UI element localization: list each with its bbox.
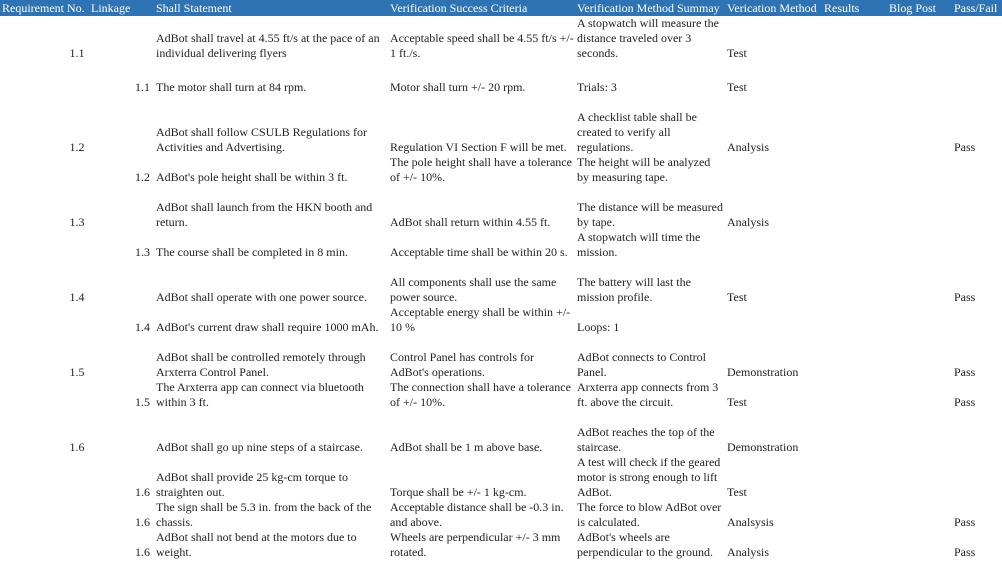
method-summary: A checklist table shall be created to verify all regulations. (577, 110, 697, 154)
method-summary: A test will check if the geared motor is strong enough to lift AdBot. (577, 455, 721, 499)
table-header (0, 0, 1002, 16)
header-shall-statement: Shall Statement (156, 1, 232, 15)
success-criteria: The pole height shall have a tolerance of +/- 10%. (390, 155, 572, 184)
verification-method: Test (727, 290, 747, 304)
method-summary: AdBot's wheels are perpendicular to the ground. (577, 530, 713, 559)
method-summary: The height will be analyzed by measuring tape. (577, 155, 711, 184)
shall-statement: AdBot shall provide 25 kg-cm torque to straighten out. (156, 470, 348, 499)
requirement-number: 1.1 (69, 46, 85, 60)
method-summary: AdBot connects to Control Panel. (577, 350, 706, 379)
method-summary: Trials: 3 (577, 80, 617, 94)
header-method-summary: Verification Method Summay (577, 1, 720, 15)
method-summary: The battery will last the mission profile. (577, 275, 691, 304)
requirement-number: 1.2 (69, 140, 85, 154)
linkage-number: 1.6 (135, 545, 150, 559)
verification-method: Test (727, 80, 747, 94)
requirement-number: 1.6 (69, 440, 85, 454)
success-criteria: Regulation VI Section F will be met. (390, 140, 567, 154)
success-criteria: Acceptable speed shall be 4.55 ft/s +/- 1 ft./s. (390, 31, 574, 60)
linkage-number: 1.1 (135, 80, 150, 94)
verification-method: Analysis (727, 140, 769, 154)
success-criteria: Acceptable distance shall be -0.3 in. and above. (390, 500, 564, 529)
header-verification-method: Verication Method (727, 1, 817, 15)
success-criteria: Torque shall be +/- 1 kg-cm. (390, 485, 527, 499)
verification-method: Test (727, 485, 747, 499)
success-criteria: AdBot shall return within 4.55 ft. (390, 215, 551, 229)
method-summary: The force to blow AdBot over is calculated. (577, 500, 722, 529)
verification-method: Test (727, 395, 747, 409)
linkage-number: 1.3 (135, 245, 150, 259)
requirement-number: 1.4 (69, 290, 85, 304)
method-summary: A stopwatch will time the mission. (577, 230, 701, 259)
header-requirement-no: Requirement No. (2, 1, 85, 15)
success-criteria: AdBot shall be 1 m above base. (390, 440, 543, 454)
shall-statement: AdBot shall not bend at the motors due to weight. (156, 530, 357, 559)
success-criteria: Wheels are perpendicular +/- 3 mm rotated. (390, 530, 561, 559)
shall-statement: The sign shall be 5.3 in. from the back of the chassis. (156, 500, 372, 529)
success-criteria: Acceptable time shall be within 20 s. (390, 245, 568, 259)
pass-fail-value: Pass (954, 395, 976, 409)
pass-fail-value: Pass (954, 545, 976, 559)
verification-method: Test (727, 46, 747, 60)
success-criteria: Motor shall turn +/- 20 rpm. (390, 80, 526, 94)
linkage-number: 1.6 (135, 485, 150, 499)
linkage-number: 1.5 (135, 395, 150, 409)
linkage-number: 1.4 (135, 320, 150, 334)
verification-method: Analysis (727, 545, 769, 559)
success-criteria: All components shall use the same power source. (390, 275, 557, 304)
method-summary: A stopwatch will measure the distance traveled over 3 seconds. (577, 16, 719, 60)
success-criteria: The connection shall have a tolerance of +/- 10%. (390, 380, 571, 409)
shall-statement: The Arxterra app can connect via bluetooth within 3 ft. (156, 380, 364, 409)
verification-method: Demonstration (727, 440, 799, 454)
pass-fail-value: Pass (954, 290, 976, 304)
shall-statement: AdBot shall operate with one power source. (156, 290, 367, 304)
linkage-number: 1.2 (135, 170, 150, 184)
verification-method: Analysis (727, 215, 769, 229)
success-criteria: Acceptable energy shall be within +/- 10 % (390, 305, 571, 334)
verification-method: Demonstration (727, 365, 799, 379)
header-linkage: Linkage (91, 1, 131, 15)
shall-statement: The course shall be completed in 8 min. (156, 245, 348, 259)
pass-fail-value: Pass (954, 515, 976, 529)
header-results: Results (824, 1, 860, 15)
linkage-number: 1.6 (135, 515, 150, 529)
shall-statement: The motor shall turn at 84 rpm. (156, 80, 307, 94)
method-summary: AdBot reaches the top of the staircase. (577, 425, 715, 454)
shall-statement: AdBot shall be controlled remotely through Arxterra Control Panel. (156, 350, 366, 379)
shall-statement: AdBot shall follow CSULB Regulations for Activities and Advertising. (156, 125, 367, 154)
shall-statement: AdBot shall launch from the HKN booth and return. (156, 200, 373, 229)
shall-statement: AdBot's current draw shall require 1000 mAh. (156, 320, 379, 334)
verification-method: Analsysis (727, 515, 774, 529)
pass-fail-value: Pass (954, 365, 976, 379)
pass-fail-value: Pass (954, 140, 976, 154)
shall-statement: AdBot's pole height shall be within 3 ft. (156, 170, 348, 184)
shall-statement: AdBot shall go up nine steps of a staircase. (156, 440, 363, 454)
requirement-number: 1.3 (69, 215, 85, 229)
header-blog-post: Blog Post (889, 1, 937, 15)
method-summary: Arxterra app connects from 3 ft. above the circuit. (577, 380, 719, 409)
method-summary: The distance will be measured by tape. (577, 200, 723, 229)
shall-statement: AdBot shall travel at 4.55 ft/s at the pace of an individual delivering flyers (156, 31, 380, 60)
header-success-criteria: Verification Success Criteria (390, 1, 528, 15)
success-criteria: Control Panel has controls for AdBot's operations. (390, 350, 534, 379)
requirement-number: 1.5 (69, 365, 85, 379)
method-summary: Loops: 1 (577, 320, 620, 334)
header-pass-fail: Pass/Fail (954, 1, 998, 15)
